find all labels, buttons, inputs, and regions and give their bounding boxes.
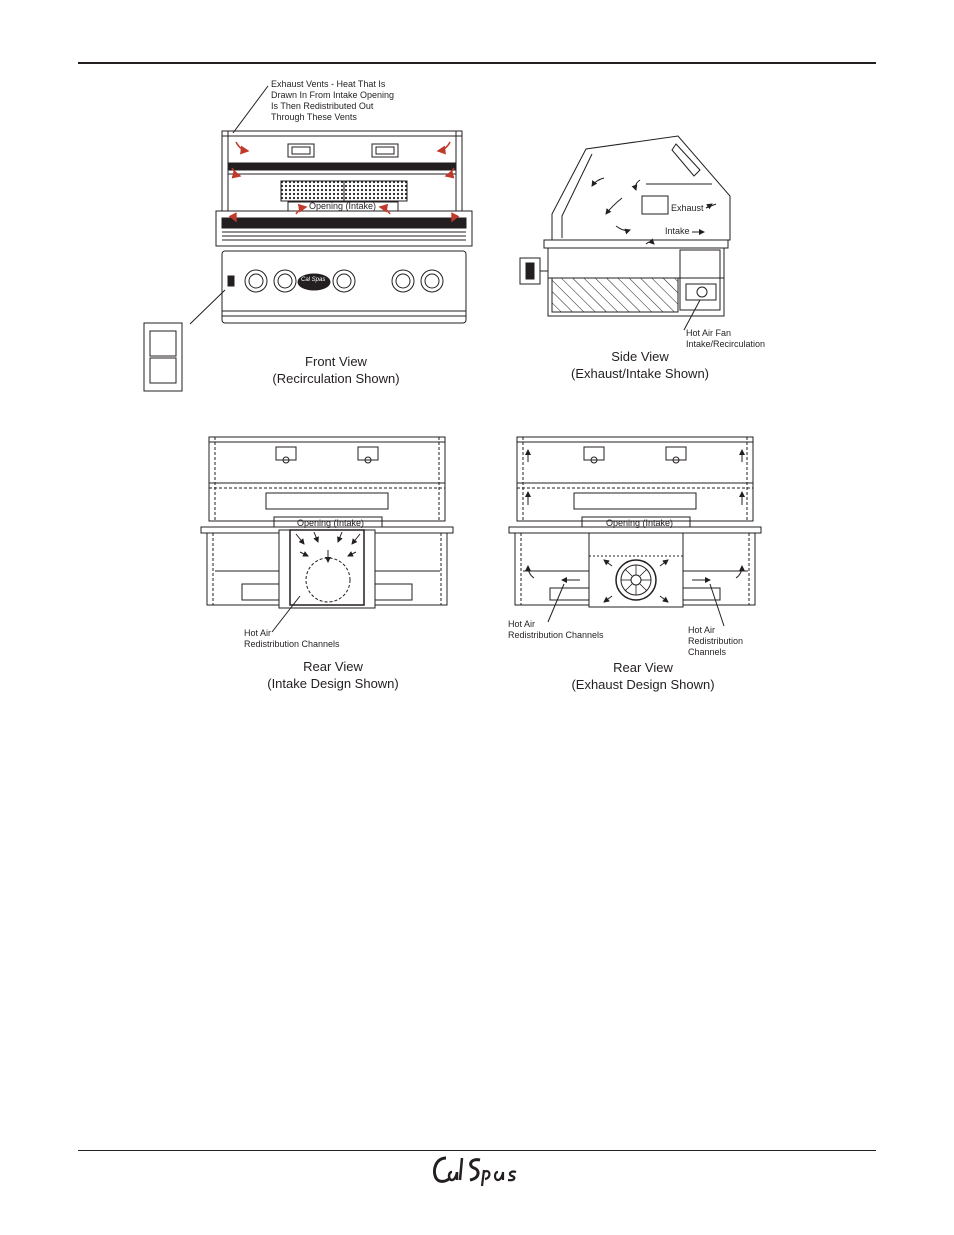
rear-intake-drawing — [201, 437, 453, 632]
front-view-drawing — [144, 86, 472, 391]
side-view-drawing — [520, 136, 730, 330]
front-view-caption: Front View (Recirculation Shown) — [272, 354, 400, 386]
rear-intake-opening-label: Opening (Intake) — [297, 518, 365, 528]
hot-air-fan-callout: Hot Air Fan Intake/Recirculation — [686, 328, 766, 349]
side-intake-label: Intake — [665, 226, 690, 236]
side-exhaust-label: Exhaust — [671, 203, 704, 213]
rear-intake-channels-callout: Hot Air Redistribution Channels — [244, 628, 340, 649]
rear-exhaust-opening-label: Opening (Intake) — [606, 518, 674, 528]
rear-exhaust-caption: Rear View (Exhaust Design Shown) — [571, 660, 715, 692]
rear-exhaust-left-callout: Hot Air Redistribution Channels — [508, 619, 604, 640]
cal-spas-logo-icon — [430, 1152, 524, 1188]
exhaust-vents-callout: Exhaust Vents - Heat That Is Drawn In From Intake Opening Is Then Redistributed Out Through These Vents — [271, 79, 395, 122]
cal-spas-logo — [430, 1152, 524, 1193]
front-opening-label: Opening (Intake) — [309, 201, 377, 211]
rear-exhaust-drawing — [509, 437, 761, 626]
rear-intake-caption: Rear View (Intake Design Shown) — [267, 659, 399, 691]
front-badge-text: Cal Spas — [301, 277, 326, 283]
rear-exhaust-right-callout: Hot Air Redistribution Channels — [688, 625, 744, 657]
side-view-caption: Side View (Exhaust/Intake Shown) — [570, 349, 710, 381]
